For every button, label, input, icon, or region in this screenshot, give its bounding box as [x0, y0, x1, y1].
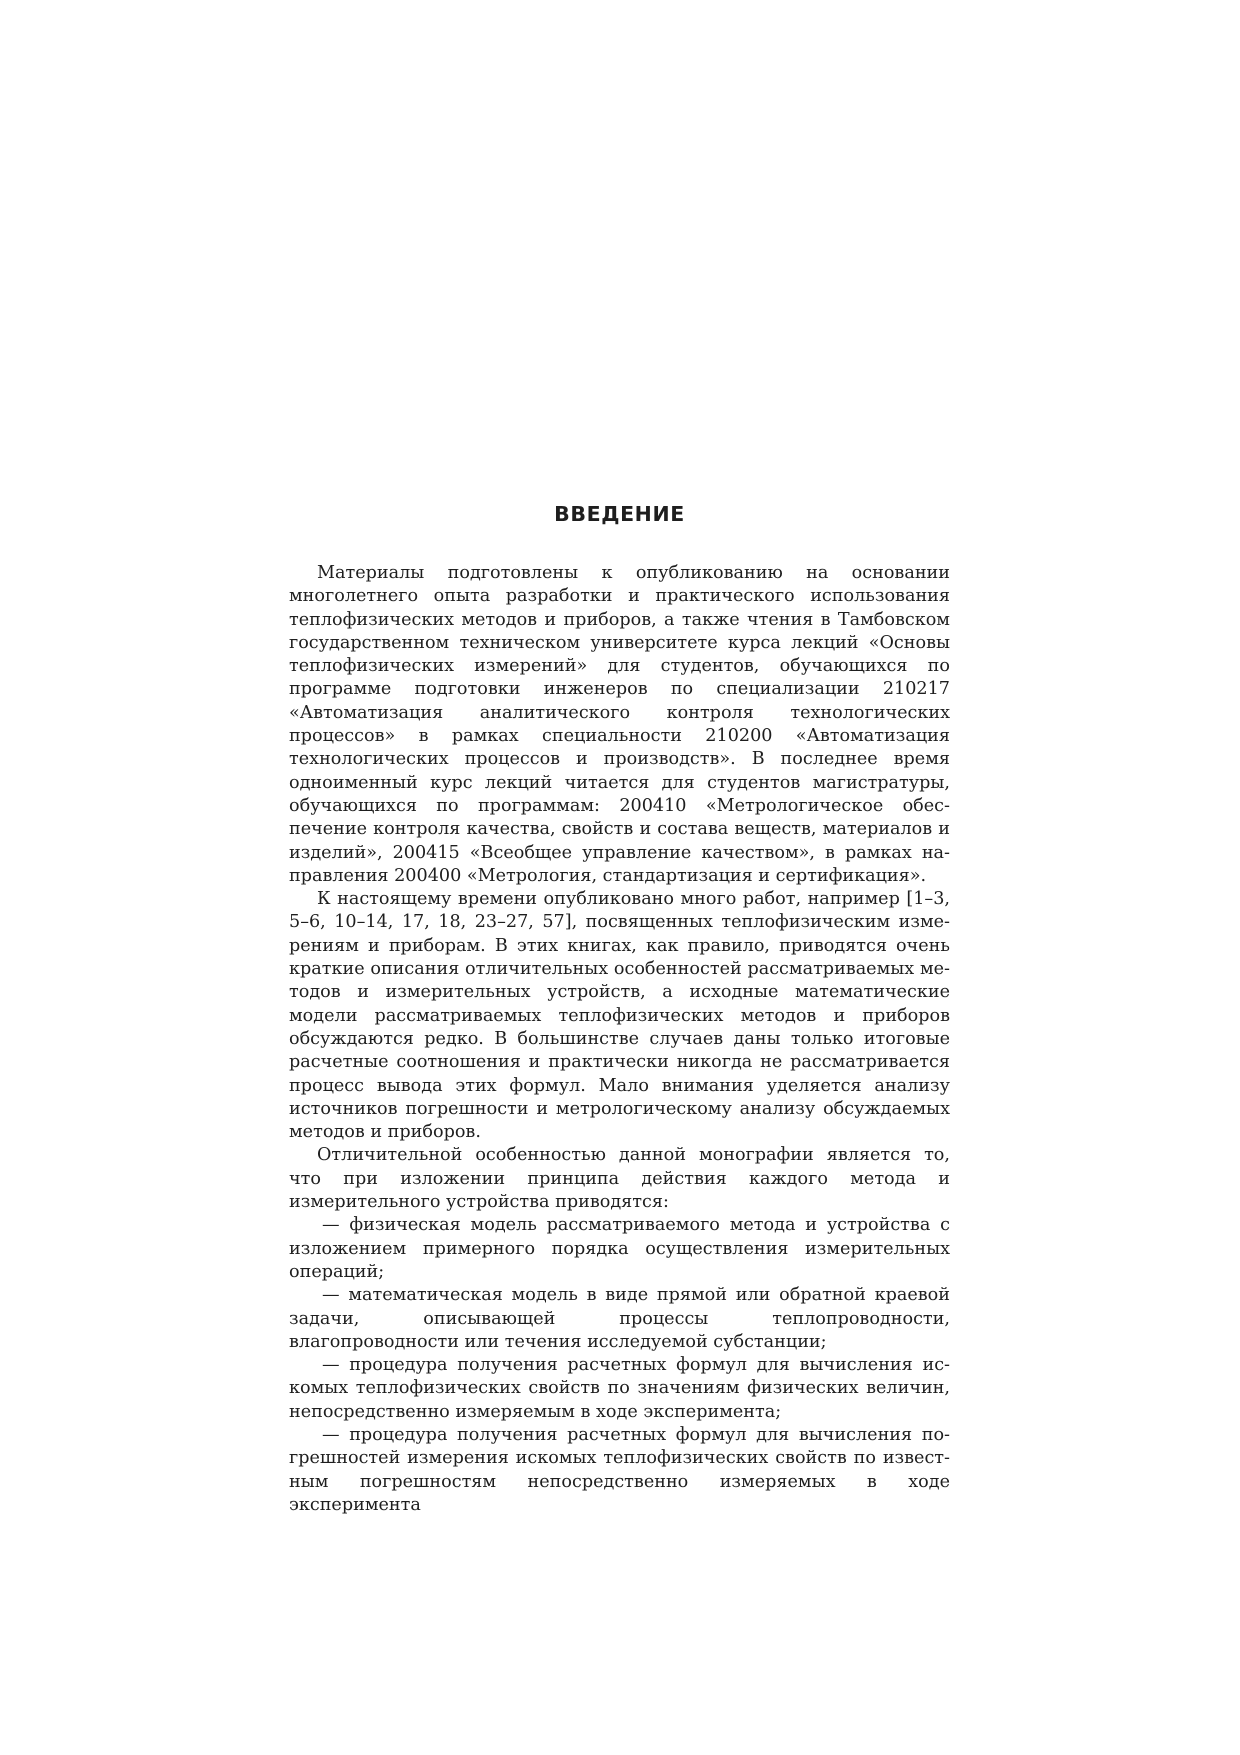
body-text — [289, 562, 950, 1517]
list-item: — процедура получения расчетных формул для вычисления искомых теплофизических свойств по значениям физических величин, непосредственно измеряемым в ходе эксперимента; — [289, 1355, 950, 1422]
page-title: ВВЕДЕНИЕ — [554, 502, 685, 526]
list-item: — процедура получения расчетных формул для вычисления погрешностей измерения искомых теплофизических свойств по известным погрешностям непосредственно измеряемых в ходе эксперимента — [289, 1424, 950, 1515]
paragraph: Материалы подготовлены к опубликованию на основании многолетнего опыта разработки и практического использования теплофизических методов и приборов, а также чтения в Тамбовском государственном техническом университете курса лекций «Основы теплофизических измерений» для студентов, обучающихся по программе подготовки инженеров по специализации 210217 «Автоматизация аналитического контроля технологических процессов» в рамках специальности 210200 «Автоматизация технологических процессов и производств». В последнее время одноименный курс лекций читается для студентов магистратуры, обучающихся по программам: 200410 «Метрологическое обеспечение контроля качества, свойств и состава веществ, материалов и изделий», 200415 «Всеобщее управление качеством», в рамках направления 200400 «Метрология, стандартизация и сертификация». — [289, 563, 950, 886]
paragraph: Отличительной особенностью данной монографии является то, что при изложении принципа действия каждого метода и измерительного устройства приводятся: — [289, 1145, 950, 1213]
list-item: — математическая модель в виде прямой или обратной краевой задачи, описывающей процессы теплопроводности, влагопроводности или течения исследуемой субстанции; — [289, 1285, 950, 1352]
list-item: — физическая модель рассматриваемого метода и устройства с изложением примерного порядка осуществления измерительных операций; — [289, 1215, 950, 1282]
paragraph: К настоящему времени опубликовано много работ, например [1–3, 5–6, 10–14, 17, 18, 23–27, 57], посвященных теплофизическим измерениям и приборам. В этих книгах, как правило, приводятся очень краткие описания отличительных особенностей рассматриваемых методов и измерительных устройств, а исходные математические модели рассматриваемых теплофизических методов и приборов обсуждаются редко. В большинстве случаев даны только итоговые расчетные соотношения и практически никогда не рассматривается процесс вывода этих формул. Мало внимания уделяется анализу источников погрешности и метрологическому анализу обсуждаемых методов и приборов. — [289, 889, 950, 1143]
